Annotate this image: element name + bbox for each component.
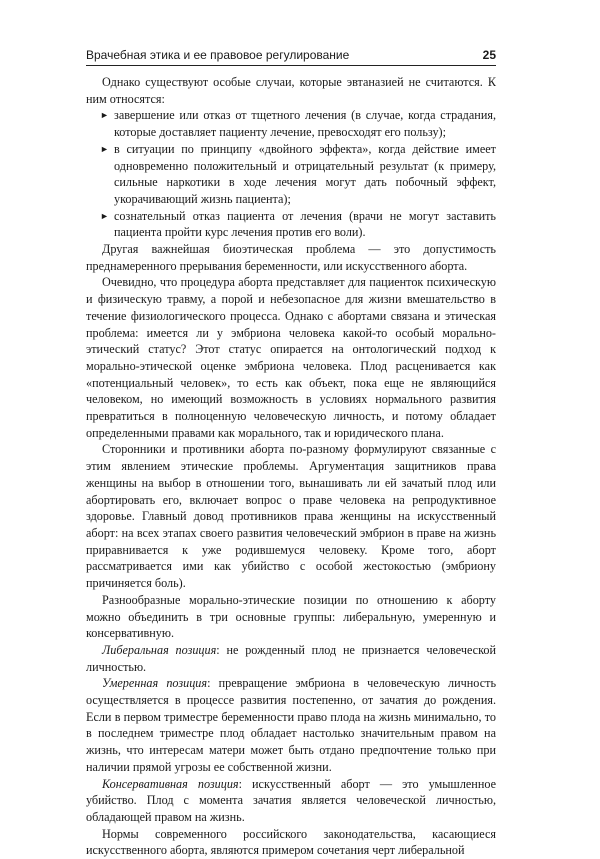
triangle-bullet-icon: ► bbox=[100, 143, 109, 154]
header-rule bbox=[86, 65, 496, 66]
triangle-bullet-icon: ► bbox=[100, 110, 109, 121]
list-item-text: в ситуации по принципу «двойного эффекта», когда действие имеет одновременно положительный и отрицательный результат (к примеру, сильные наркотики в ходе лечения могут дать побочный эффект, укорачивающий жизнь пациента); bbox=[114, 141, 496, 206]
page-number: 25 bbox=[482, 48, 496, 62]
liberal-label: Либеральная позиция bbox=[102, 642, 217, 657]
paragraph-bioethics: Другая важнейшая биоэтическая проблема — это допустимость преднамеренного прерывания беременности, или искусственного аборта. bbox=[86, 242, 496, 273]
paragraph-moderate bbox=[86, 675, 496, 775]
liberal-text: : не рожденный плод не признается человеческой личностью. bbox=[86, 642, 496, 674]
moderate-text: : превращение эмбриона в человеческую личность осуществляется в процессе развития постепенно, от зачатия до рождения. Если в первом триместре беременности право плода на жизнь минимально, то в последнем триместре плод обладает настолько значительным правом на жизнь, что интересам матери может быть отдано предпочтение только при наличии прямой угрозы ее собственной жизни. bbox=[86, 676, 496, 774]
paragraph-conservative bbox=[86, 776, 496, 826]
paragraph-embryo-status: Очевидно, что процедура аборта представляет для пациенток психическую и физическую травму, а порой и небезопасное для жизни вмешательство в течение физиологического процесса. Однако с абортами связана и этическая проблема: имеется ли у эмбриона человека какой-то особый морально-этический статус? Этот статус опирается на онтологический подход к морально-этической оценке эмбриона человека. Плод расценивается как «потенциальный человек», то есть как объект, пока еще не являющийся человеком, но имеющий возможность в условиях нормального развития превратиться в полноценную человеческую личность, и потому обладает определенными правами как морального, так и юридического плана. bbox=[86, 275, 496, 440]
paragraph-supporters-opponents: Сторонники и противники аборта по-разному формулируют связанные с этим явлением этические проблемы. Аргументация защитников права женщины на выбор в отношении того, вынашивать ли ей зачатый плод или абортировать его, включает вопрос о праве человека на репродуктивное здоровье. Главный довод противников права женщины на искусственный аборт: на всех этапах своего развития человеческий эмбрион в праве на жизнь приравнивается к уже родившемуся человеку. Кроме того, аборт рассматривается ими как убийство с особой жестокостью (эмбриону причиняется боль). bbox=[86, 442, 496, 591]
moderate-label: Умеренная позиция bbox=[102, 676, 208, 691]
list-item bbox=[86, 107, 496, 140]
exceptions-list bbox=[86, 107, 496, 241]
paragraph-legislation: Нормы современного российского законодательства, касающиеся искусственного аборта, являются примером сочетания черт либеральной bbox=[86, 826, 496, 858]
paragraph-intro: Однако существуют особые случаи, которые эвтаназией не считаются. К ним относятся: bbox=[86, 75, 496, 106]
paragraph-positions: Разнообразные морально-этические позиции по отношению к аборту можно объединить в три основные группы: либеральную, умеренную и консервативную. bbox=[86, 592, 496, 641]
body-text bbox=[86, 74, 496, 859]
list-item-text: сознательный отказ пациента от лечения (врачи не могут заставить пациента пройти курс лечения против его воли). bbox=[114, 208, 496, 240]
list-item bbox=[86, 208, 496, 241]
chapter-title: Врачебная этика и ее правовое регулирование bbox=[86, 48, 350, 62]
conservative-label: Консервативная позиция bbox=[102, 776, 239, 791]
list-item bbox=[86, 141, 496, 208]
paragraph-liberal bbox=[86, 642, 496, 675]
conservative-text: : искусственный аборт — это умышленное убийство. Плод с момента зачатия является человеческой личностью, обладающей правом на жизнь. bbox=[86, 776, 497, 824]
list-item-text: завершение или отказ от тщетного лечения (в случае, когда страдания, которые доставляет пациенту лечение, превосходят его пользу); bbox=[114, 108, 496, 140]
triangle-bullet-icon: ► bbox=[100, 210, 109, 221]
running-header bbox=[86, 48, 496, 64]
